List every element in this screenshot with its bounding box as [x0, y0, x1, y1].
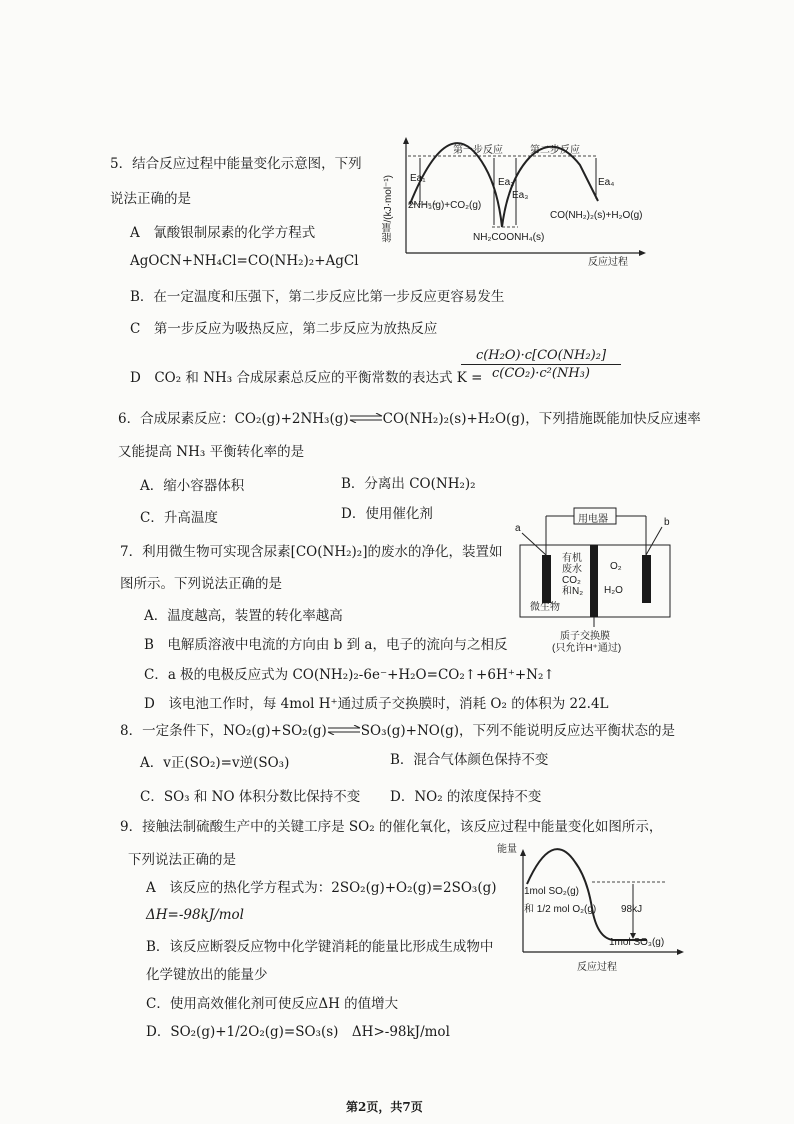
q5-stem-line2: 说法正确的是: [110, 191, 191, 207]
q9-stem-line2: 下列说法正确的是: [128, 852, 236, 868]
q5-equilibrium-fraction: [461, 348, 621, 381]
q8-stem-suffix: SO₃(g)+NO(g)，下列不能说明反应达平衡状态的是: [360, 723, 676, 739]
q7-option-b: B 电解质溶液中电流的方向由 b 到 a，电子的流向与之相反: [144, 637, 508, 653]
q9-reactant2: 和 1/2 mol O₂(g): [524, 904, 597, 915]
q5-ea4-label: Ea₄: [598, 177, 615, 188]
q8-option-d: D．NO₂ 的浓度保持不变: [390, 789, 542, 805]
microbe-label: 微生物: [530, 602, 560, 613]
q9-option-d: D．SO₂(g)+1/2O₂(g)=SO₃(s) ΔH>-98kJ/mol: [146, 1024, 450, 1040]
x-axis-arrow: [639, 250, 646, 256]
left-text-0: 有机: [562, 553, 582, 564]
q6-stem-line2: 又能提高 NH₃ 平衡转化率的是: [118, 444, 305, 460]
q9-ylabel: 能量: [497, 844, 517, 855]
q9-energy-diagram: [497, 840, 687, 980]
q5-option-a-line2: AgOCN+NH₄Cl=CO(NH₂)₂+AgCl: [130, 253, 359, 269]
q6-option-d: D．使用催化剂: [341, 506, 433, 522]
q6-stem-suffix: CO(NH₂)₂(s)+H₂O(g)，下列措施既能加快反应速率: [382, 411, 701, 427]
q5-step2-label: 第二步反应: [530, 145, 580, 156]
q9-xlabel: 反应过程: [577, 962, 617, 973]
q9-option-a-line2: ΔH=-98kJ/mol: [146, 907, 244, 923]
electrode-b-label: b: [664, 517, 670, 528]
q8-stem: [120, 719, 675, 739]
electrode-a-label: a: [515, 523, 521, 534]
q9-product: 1mol SO₃(g): [609, 937, 665, 948]
left-text-3: 和N₂: [562, 586, 584, 597]
x-axis-arrow: [677, 949, 684, 955]
q8-option-b: B．混合气体颜色保持不变: [390, 752, 549, 768]
h2o-label: H₂O: [604, 585, 623, 596]
q9-delta-label: 98kJ: [621, 904, 643, 915]
q7-option-c: C．a 极的电极反应式为 CO(NH₂)₂-6e⁻+H₂O=CO₂↑+6H⁺+N₂↑: [144, 667, 555, 683]
q6-stem-line1: [118, 407, 701, 427]
q9-option-b-line1: B．该反应断裂反应物中化学键消耗的能量比形成生成物中: [146, 939, 494, 955]
q9-option-a-line1: A 该反应的热化学方程式为：2SO₂(g)+O₂(g)=2SO₃(g): [146, 880, 497, 896]
proton-membrane: [590, 545, 598, 617]
y-axis-arrow: [520, 849, 526, 856]
q7-option-d: D 该电池工作时，每 4mol H⁺通过质子交换膜时，消耗 O₂ 的体积为 22.4L: [144, 696, 609, 712]
q5-ea3-label: Ea₃: [512, 190, 529, 201]
left-text-2: CO₂: [562, 575, 581, 586]
q5-option-d: D CO₂ 和 NH₃ 合成尿素总反应的平衡常数的表达式 K =: [130, 370, 483, 386]
q5-product-label: CO(NH₂)₂(s)+H₂O(g): [550, 210, 643, 221]
page-footer: 第2页，共7页: [346, 1100, 423, 1114]
q8-option-c: C．SO₃ 和 NO 体积分数比保持不变: [140, 789, 361, 805]
y-axis-arrow: [403, 137, 409, 144]
anode-electrode: [542, 555, 551, 603]
q9-stem-line1: 9．接触法制硫酸生产中的关键工序是 SO₂ 的催化氧化，该反应过程中能量变化如图所示，: [120, 819, 663, 835]
membrane-note: (只允许H⁺通过): [552, 643, 622, 654]
q5-fraction-denominator: c(CO₂)·c²(NH₃): [492, 366, 590, 381]
q9-reactant1: 1mol SO₂(g): [524, 886, 580, 897]
q5-fraction-numerator: c(H₂O)·c[CO(NH₂)₂]: [475, 348, 607, 363]
q5-option-a-line1: A 氰酸银制尿素的化学方程式: [130, 225, 316, 241]
cathode-electrode: [642, 555, 651, 603]
o2-label: O₂: [610, 561, 622, 572]
q7-option-a: A．温度越高，装置的转化率越高: [144, 608, 343, 624]
q9-option-b-line2: 化学键放出的能量少: [146, 967, 268, 983]
q6-option-a: A．缩小容器体积: [140, 478, 245, 494]
q7-cell-diagram: [512, 505, 682, 655]
equilibrium-arrow-icon: [349, 413, 383, 423]
device-label: 用电器: [578, 514, 608, 525]
q5-reactant-label: 2NH₃(g)+CO₂(g): [408, 200, 482, 211]
a-lead: [522, 533, 546, 555]
q6-option-b: B．分离出 CO(NH₂)₂: [341, 476, 476, 492]
q7-stem-line2: 图所示。下列说法正确的是: [120, 576, 282, 592]
q5-ylabel: 能量/(kJ·mol⁻¹): [383, 175, 394, 243]
q5-xlabel: 反应过程: [588, 257, 628, 268]
fraction-bar: [461, 364, 621, 365]
q6-stem-prefix: 6．合成尿素反应：CO₂(g)+2NH₃(g): [118, 411, 349, 427]
q6-option-c: C．升高温度: [140, 510, 218, 526]
membrane-label: 质子交换膜: [560, 631, 610, 642]
q9-option-c: C．使用高效催化剂可使反应ΔH 的值增大: [146, 996, 399, 1012]
q7-stem-line1: 7．利用微生物可实现含尿素[CO(NH₂)₂]的废水的净化，装置如: [120, 544, 503, 560]
equilibrium-arrow-icon: [327, 725, 361, 735]
q8-stem-prefix: 8．一定条件下，NO₂(g)+SO₂(g): [120, 723, 327, 739]
q5-energy-diagram: [380, 135, 650, 268]
q5-option-b: B．在一定温度和压强下，第二步反应比第一步反应更容易发生: [130, 289, 505, 305]
q5-intermediate-label: NH₂COONH₄(s): [473, 232, 545, 243]
b-lead: [646, 527, 662, 555]
q5-ea1-label: Ea₁: [410, 173, 426, 184]
q8-option-a: A．v正(SO₂)=v逆(SO₃): [140, 755, 290, 771]
left-chamber-label: [562, 553, 583, 597]
q5-step1-label: 第一步反应: [453, 145, 503, 156]
q5-ea2-label: Ea₂: [498, 177, 515, 188]
q5-option-c: C 第一步反应为吸热反应，第二步反应为放热反应: [130, 321, 438, 337]
q5-stem-line1: 5．结合反应过程中能量变化示意图，下列: [110, 156, 362, 172]
left-text-1: 废水: [562, 564, 582, 575]
